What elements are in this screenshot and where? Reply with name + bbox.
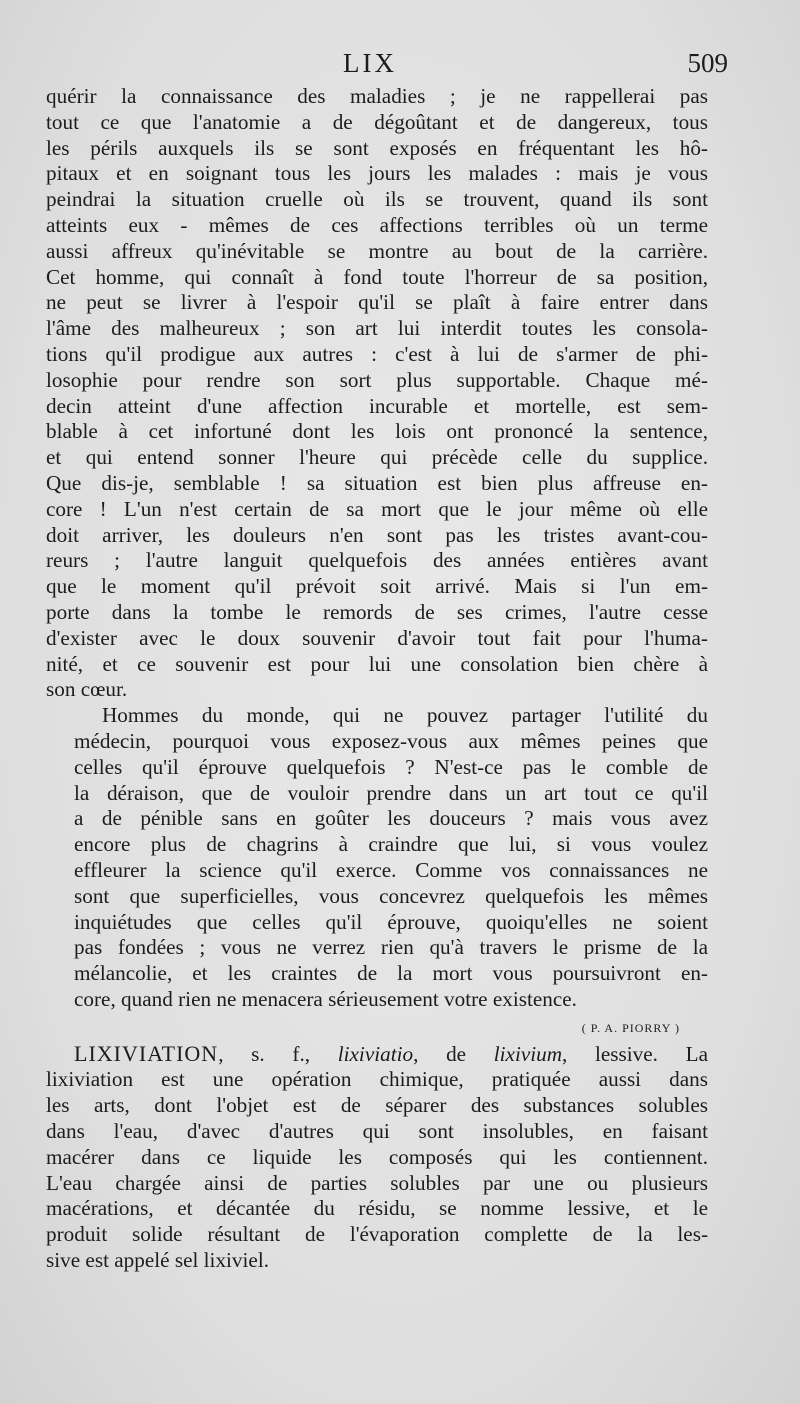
text-line: porte dans la tombe le remords de ses crimes, l'autre cesse — [46, 599, 708, 624]
text-block — [46, 84, 708, 1274]
text-line: Hommes du monde, qui ne pouvez partager l'utilité du — [102, 703, 708, 728]
text-line: macérer dans ce liquide les composés qui les contiennent. — [46, 1144, 708, 1169]
paragraph-continuation — [46, 84, 708, 703]
text-line: encore plus de chagrins à craindre que lui, si vous voulez — [74, 832, 708, 857]
entry-headword: LIXIVIATION — [74, 1040, 219, 1066]
running-head — [0, 48, 800, 82]
text-line: inquiétudes que celles qu'il éprouve, quoiqu'elles ne soient — [74, 909, 708, 934]
entry-gloss: , lessive. La — [562, 1041, 709, 1066]
text-line: l'âme des malheureux ; son art lui interdit toutes les consola- — [46, 316, 708, 341]
entry-latin-term: lixiviatio — [337, 1041, 414, 1066]
text-line: produit solide résultant de l'évaporation complette de la les- — [46, 1222, 708, 1247]
text-line: reurs ; l'autre languit quelquefois des années entières avant — [46, 548, 708, 573]
entry-latin-root: lixivium — [493, 1041, 563, 1066]
text-line: médecin, pourquoi vous exposez-vous aux mêmes peines que — [74, 728, 708, 753]
text-line: aussi affreux qu'inévitable se montre au bout de la carrière. — [46, 238, 708, 263]
running-head-title: LIX — [343, 48, 397, 78]
text-line: decin atteint d'une affection incurable et mortelle, est sem- — [46, 393, 708, 418]
text-line: tout ce que l'anatomie a de dégoûtant et de dangereux, tous — [46, 109, 708, 134]
text-line: pitaux et en soignant tous les jours les malades : mais je vous — [46, 161, 708, 186]
text-line: macérations, et décantée du résidu, se nomme lessive, et le — [46, 1196, 708, 1221]
entry-grammar: , s. f., — [218, 1041, 338, 1066]
text-line: d'exister avec le doux souvenir d'avoir tout fait pour l'huma- — [46, 625, 708, 650]
entry-first-line — [46, 1041, 708, 1068]
text-line: mélancolie, et les craintes de la mort vous poursuivront en- — [74, 961, 708, 986]
text-line: les périls auxquels ils se sont exposés en fréquentant les hô- — [46, 135, 708, 160]
text-line: ne peut se livrer à l'espoir qu'il se plaît à faire entrer dans — [46, 290, 708, 315]
text-line: peindrai la situation cruelle où ils se trouvent, quand ils sont — [46, 187, 708, 212]
text-line: a de pénible sans en goûter les douceurs ? mais vous avez — [74, 806, 708, 831]
text-line: core ! L'un n'est certain de sa mort que le jour même où elle — [46, 496, 708, 521]
text-line: blable à cet infortuné dont les lois ont prononcé la sentence, — [46, 419, 708, 444]
text-line: Cet homme, qui connaît à fond toute l'horreur de sa position, — [46, 264, 708, 289]
text-line: celles qu'il éprouve quelquefois ? N'est-ce pas le comble de — [74, 754, 708, 779]
text-line: et qui entend sonner l'heure qui précède celle du supplice. — [46, 445, 708, 470]
text-line: sont que superficielles, vous concevrez quelquefois les mêmes — [74, 883, 708, 908]
text-line: Que dis-je, semblable ! sa situation est bien plus affreuse en- — [46, 470, 708, 495]
text-line: lixiviation est une opération chimique, pratiquée aussi dans — [46, 1067, 708, 1092]
entry-connector: , de — [413, 1041, 494, 1066]
text-line: doit arriver, les douleurs n'en sont pas les tristes avant-cou- — [46, 522, 708, 547]
text-line: core, quand rien ne menacera sérieusement votre existence. — [74, 986, 577, 1011]
text-line: sive est appelé sel lixiviel. — [46, 1248, 269, 1273]
text-line: atteints eux - mêmes de ces affections terribles où un terme — [46, 212, 708, 237]
page-number: 509 — [687, 48, 728, 78]
text-line: que le moment qu'il prévoit soit arrivé. Mais si l'un em- — [46, 574, 708, 599]
text-line: L'eau chargée ainsi de parties solubles par une ou plusieurs — [46, 1170, 708, 1195]
text-line: son cœur. — [46, 677, 128, 702]
text-line: tions qu'il prodigue aux autres : c'est à lui de s'armer de phi- — [46, 341, 708, 366]
text-line: les arts, dont l'objet est de séparer des substances solubles — [46, 1093, 708, 1118]
text-line: la déraison, que de vouloir prendre dans un art tout ce qu'il — [74, 780, 708, 805]
entry-lixiviation — [46, 1041, 708, 1274]
text-line: pas fondées ; vous ne verrez rien qu'à travers le prisme de la — [74, 935, 708, 960]
text-line: dans l'eau, d'avec d'autres qui sont insolubles, en faisant — [46, 1119, 708, 1144]
text-line: effleurer la science qu'il exerce. Comme vos connaissances ne — [74, 857, 708, 882]
text-line: losophie pour rendre son sort plus supportable. Chaque mé- — [46, 367, 708, 392]
author-signature: ( P. A. PIORRY ) — [581, 1020, 680, 1035]
text-line: nité, et ce souvenir est pour lui une consolation bien chère à — [46, 651, 708, 676]
text-line: quérir la connaissance des maladies ; je ne rappellerai pas — [46, 84, 708, 108]
paragraph-hommes-du-monde — [46, 703, 708, 1013]
